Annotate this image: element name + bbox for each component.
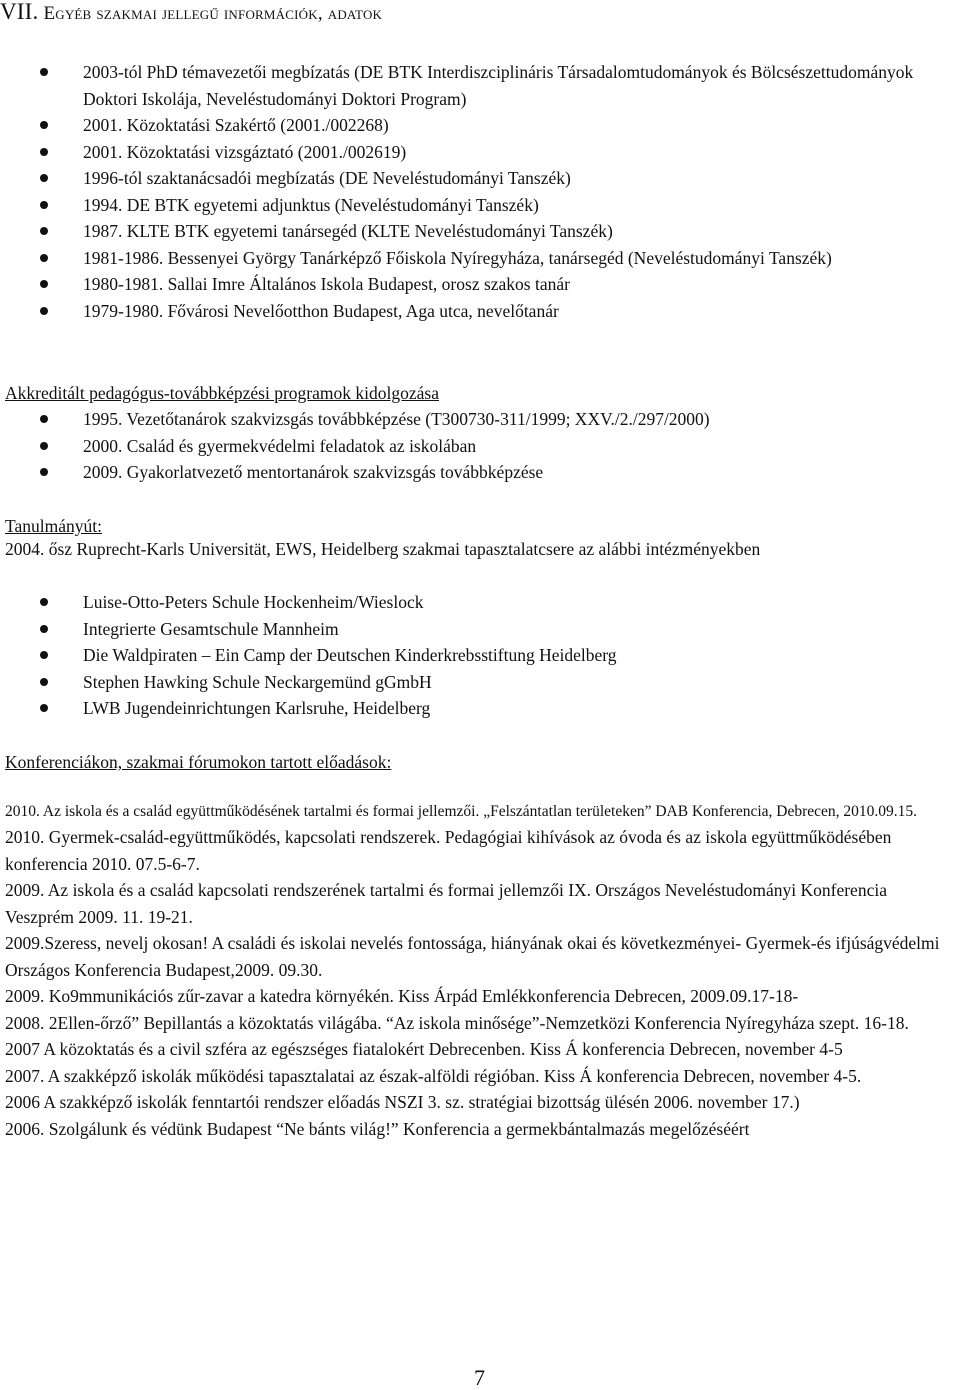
section-title: Egyéb szakmai jellegű információk, adatok xyxy=(43,3,383,24)
list-item: Die Waldpiraten – Ein Camp der Deutschen Kinderkrebsstiftung Heidelberg xyxy=(0,642,950,669)
conference-entry: 2007. A szakképző iskolák működési tapasztalatai az észak-alföldi régióban. Kiss Á konferencia Debrecen, november 4-5. xyxy=(5,1065,862,1086)
list-item: 2001. Közoktatási vizsgáztató (2001./002619) xyxy=(0,139,950,166)
list-item: 1979-1980. Fővárosi Nevelőotthon Budapest, Aga utca, nevelőtanár xyxy=(0,298,950,325)
conference-entry: 2010. Gyermek-család-együttműködés, kapcsolati rendszerek. Pedagógiai kihívások az óvoda és az iskola együttműködésében konferencia 2010. 07.5-6-7. xyxy=(5,827,892,874)
conferences-list xyxy=(5,799,953,1142)
list-item: 1994. DE BTK egyetemi adjunktus (Neveléstudományi Tanszék) xyxy=(0,192,950,219)
list-item: 1996-tól szaktanácsadói megbízatás (DE Neveléstudományi Tanszék) xyxy=(0,165,950,192)
list-item: 1995. Vezetőtanárok szakvizsgás továbbképzése (T300730-311/1999; XXV./2./297/2000) xyxy=(0,406,950,433)
conference-entry: 2008. 2Ellen-őrző” Bepillantás a közoktatás világába. “Az iskola minősége”-Nemzetközi Konferencia Nyíregyháza szept. 16-18. xyxy=(5,1012,909,1033)
conference-entry: 2009. Ko9mmunikációs zűr-zavar a katedra környékén. Kiss Árpád Emlékkonferencia Debrecen, 2009.09.17-18- xyxy=(5,986,799,1006)
positions-list xyxy=(0,59,950,324)
page-number: 7 xyxy=(474,1365,485,1390)
list-item: LWB Jugendeinrichtungen Karlsruhe, Heidelberg xyxy=(0,695,950,722)
list-item: 1981-1986. Bessenyei György Tanárképző Főiskola Nyíregyháza, tanársegéd (Neveléstudományi Tanszék) xyxy=(0,245,950,272)
section-heading xyxy=(0,0,382,26)
conference-entry: 2006. Szolgálunk és védünk Budapest “Ne bánts világ!” Konferencia a germekbántalmazás megelőzéséért xyxy=(5,1118,750,1139)
study-trip-title: Tanulmányút: xyxy=(5,516,102,536)
list-item: 2000. Család és gyermekvédelmi feladatok az iskolában xyxy=(0,433,950,460)
list-item: 1987. KLTE BTK egyetemi tanársegéd (KLTE Neveléstudományi Tanszék) xyxy=(0,218,950,245)
list-item: Integrierte Gesamtschule Mannheim xyxy=(0,616,950,643)
list-item: 2001. Közoktatási Szakértő (2001./002268) xyxy=(0,112,950,139)
list-item: 2009. Gyakorlatvezető mentortanárok szakvizsgás továbbképzése xyxy=(0,459,950,486)
section-number: VII. xyxy=(0,0,39,24)
conference-entry: 2007 A közoktatás és a civil szféra az egészséges fiatalokért Debrecenben. Kiss Á konferencia Debrecen, november 4-5 xyxy=(5,1039,843,1059)
institutions-list xyxy=(0,589,950,722)
list-item: 1980-1981. Sallai Imre Általános Iskola Budapest, orosz szakos tanár xyxy=(0,271,950,298)
conference-entry: 2006 A szakképző iskolák fenntartói rendszer előadás NSZI 3. sz. stratégiai bizottság ülésén 2006. november 17.) xyxy=(5,1092,800,1112)
conference-entry: 2010. Az iskola és a család együttműködésének tartalmi és formai jellemzői. „Felszántatlan területeken” DAB Konferencia, Debrecen, 2010.09.15. xyxy=(5,803,918,820)
conference-entry: 2009. Az iskola és a család kapcsolati rendszerének tartalmi és formai jellemzői IX. Országos Neveléstudományi Konferencia Veszprém 2009. 11. 19-21. xyxy=(5,880,887,927)
study-trip-text: 2004. ősz Ruprecht-Karls Universität, EWS, Heidelberg szakmai tapasztalatcsere az alábbi intézményekben xyxy=(5,539,761,559)
accredited-programs-list xyxy=(0,406,950,486)
accredited-programs-title: Akkreditált pedagógus-továbbképzési programok kidolgozása xyxy=(5,383,439,403)
conference-entry: 2009.Szeress, nevelj okosan! A családi és iskolai nevelés fontossága, hiányának okai és következményei- Gyermek-és ifjúságvédelmi Országos Konferencia Budapest,2009. 09.30. xyxy=(5,933,940,980)
list-item: 2003-tól PhD témavezetői megbízatás (DE BTK Interdiszciplináris Társadalomtudományok és Bölcsészettudományok Doktori Iskolája, Neveléstudományi Doktori Program) xyxy=(0,59,950,112)
list-item: Stephen Hawking Schule Neckargemünd gGmbH xyxy=(0,669,950,696)
conferences-title: Konferenciákon, szakmai fórumokon tartott előadások: xyxy=(5,752,392,772)
list-item: Luise-Otto-Peters Schule Hockenheim/Wieslock xyxy=(0,589,950,616)
